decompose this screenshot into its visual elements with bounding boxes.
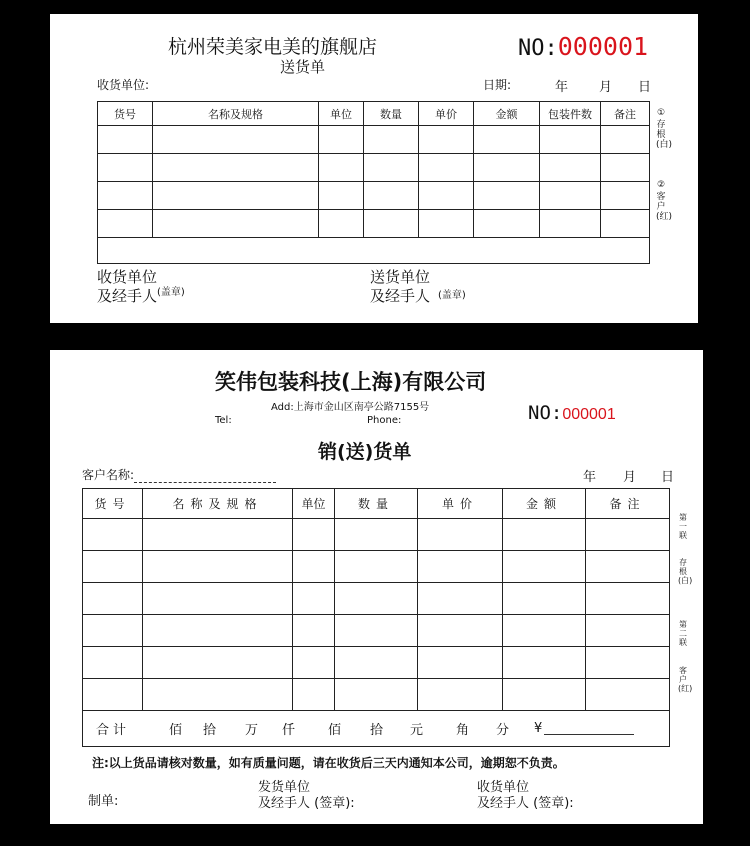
table-header [98, 102, 650, 126]
column-header: 名称及规格 [143, 489, 293, 519]
delivery-slip-2 [50, 350, 703, 824]
column-header: 包装件数 [540, 102, 601, 126]
slip-number-value: 000001 [557, 32, 649, 61]
amount-unit: 拾 [203, 723, 217, 738]
signature-line: 及经手人 (签章): [258, 796, 355, 811]
slip-subtitle: 送货单 [280, 58, 326, 76]
maker-label: 制单: [88, 794, 119, 809]
date-year: 年 [583, 470, 597, 485]
amount-unit: 分 [496, 723, 510, 738]
signature-line: 发货单位 [258, 780, 311, 795]
total-label: 合计 [95, 723, 130, 738]
table-row [83, 583, 670, 615]
copy-side-label-1: 第一联 [679, 513, 687, 540]
table-row [98, 182, 650, 210]
signature-line: 送货单位 [370, 268, 431, 286]
column-header: 单价 [418, 489, 503, 519]
sender-signature [370, 268, 466, 308]
customer-label: 客户名称: [82, 468, 135, 482]
slip-number-label: NO: [528, 402, 563, 424]
column-header: 数量 [335, 489, 418, 519]
receiver-signature [477, 780, 574, 812]
table-row [83, 519, 670, 551]
copy-side-label-2: 存根(白) [678, 558, 693, 585]
table-row [98, 210, 650, 238]
column-header: 货号 [83, 489, 143, 519]
phone-label: Phone: [367, 415, 402, 426]
date-day: 日 [638, 80, 652, 95]
total-amount-underline [544, 722, 634, 735]
slip-title: 销(送)货单 [318, 441, 412, 463]
date-month: 月 [599, 80, 613, 95]
slip-number [518, 32, 648, 61]
column-header: 金额 [474, 102, 540, 126]
tel-label: Tel: [215, 415, 232, 426]
copy-side-label-2 [655, 180, 673, 222]
column-header: 单位 [293, 489, 335, 519]
slip-number-value: 000001 [562, 406, 616, 423]
table-row [98, 238, 650, 264]
amount-unit: 拾 [370, 723, 384, 738]
total-amount-line [83, 711, 669, 746]
total-row [83, 711, 670, 747]
company-address: Add:上海市金山区南亭公路7155号 [271, 402, 430, 413]
amount-unit: 元 [410, 723, 424, 738]
signature-line: 收货单位 [477, 780, 530, 795]
company-name: 笑伟包装科技(上海)有限公司 [215, 370, 487, 394]
date-label: 日期: [483, 78, 512, 92]
amount-unit: 佰 [328, 723, 342, 738]
table-row [83, 551, 670, 583]
column-header: 金额 [503, 489, 586, 519]
signature-line: 收货单位 [97, 268, 158, 286]
table-header [83, 489, 670, 519]
customer-name-field [82, 466, 276, 483]
copy-number: ① [656, 108, 666, 118]
signature-line: 及经手人 [97, 287, 158, 305]
store-title: 杭州荣美家电美的旗舰店 [168, 36, 378, 58]
table-row [98, 154, 650, 182]
stamp-hint: (盖章) [157, 287, 185, 298]
customer-underline [134, 471, 276, 483]
table-row [83, 679, 670, 711]
table-row [83, 615, 670, 647]
column-header: 单价 [419, 102, 474, 126]
amount-unit: 角 [456, 723, 470, 738]
table-row [83, 647, 670, 679]
signature-line: 及经手人 (签章): [477, 796, 574, 811]
yen-sign: ¥ [534, 721, 543, 736]
receiver-label: 收货单位: [97, 78, 150, 92]
copy-name: 客户(红) [656, 192, 673, 222]
goods-table-2 [82, 488, 670, 747]
table-row [98, 126, 650, 154]
slip-note: 注:以上货品请核对数量，如有质量问题，请在收货后三天内通知本公司，逾期恕不负责。 [92, 756, 565, 770]
column-header: 单位 [319, 102, 364, 126]
copy-name: 存根(白) [656, 120, 673, 150]
stamp-hint: (盖章) [438, 290, 466, 301]
date-month: 月 [623, 470, 637, 485]
date-year: 年 [555, 80, 569, 95]
column-header: 货号 [98, 102, 153, 126]
sender-signature [258, 780, 355, 812]
column-header: 名称及规格 [153, 102, 319, 126]
copy-side-label-1 [655, 108, 673, 150]
copy-side-label-3: 第二联 [679, 620, 687, 647]
copy-number: ② [656, 180, 666, 190]
signature-line: 及经手人 [370, 287, 431, 305]
amount-unit: 佰 [169, 723, 183, 738]
amount-unit: 万 [245, 723, 259, 738]
copy-side-label-4: 客户(红) [678, 666, 693, 693]
amount-unit: 仟 [282, 723, 296, 738]
slip-number [528, 402, 616, 424]
column-header: 备注 [601, 102, 650, 126]
delivery-slip-1 [50, 14, 698, 323]
receiver-signature [97, 268, 185, 308]
date-day: 日 [661, 470, 675, 485]
goods-table-1 [97, 101, 650, 264]
column-header: 数量 [364, 102, 419, 126]
column-header: 备注 [586, 489, 670, 519]
slip-number-label: NO: [518, 36, 558, 61]
